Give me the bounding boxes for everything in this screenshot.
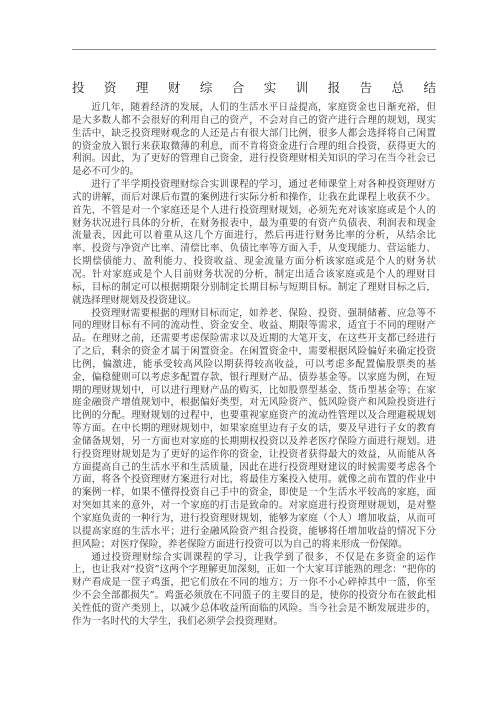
title-char: 综 (199, 80, 213, 95)
document-body (72, 102, 436, 629)
paragraph-intro: 近几年，随着经济的发展，人们的生活水平日益提高，家庭资金也日渐充裕，但是大多数人都不会很好的利用自己的资产，不会对自己的资产进行合理的规划，现实生活中，缺乏投资理财观念的人还是占有很大部门比例，很多人都会选择将自己闲置的资金放入银行来获取微薄的利息，而不肯将资金进行合理的组合投资，获得更大的利润。因此，为了更好的管理自己资金，进行投资理财相关知识的学习在当今社会已是必不可少的。 (72, 102, 436, 178)
title-char: 报 (327, 80, 341, 95)
title-char: 理 (135, 80, 149, 95)
title-char: 投 (72, 80, 85, 95)
paragraph-course-analysis: 进行了半学期投资理财综合实训课程的学习，通过老师课堂上对各种投资理财方式的讲解，而后对课后布置的案例进行实际分析和操作，让我在此课程上收获不少。首先，不管是对一个家庭还是个人进行投资理财规划，必须先充对该家庭或是个人的财务状况进行具体的分析，在财务报表中，最为重要的有资产负债表、利润表和现金流量表，因此可以着重从这几个方面进行，然后再进行财务比率的分析，从结余比率、投资与净资产比率、清偿比率、负债比率等方面入手，从变现能力、营运能力、长期偿债能力、盈利能力、投资收益、现金流量方面分析该家庭或是个人的财务状况。针对家庭或是个人目前财务状况的分析，制定出适合该家庭或是个人的理财目标，目标的制定可以根据期限分别制定长期目标与短期目标。制定了理财目标之后，就选择理财规划及投资建议。 (72, 179, 436, 306)
header-rule (72, 49, 436, 50)
paragraph-conclusion: 通过投资理财综合实训课程的学习，让我学到了很多，不仅是在多资金的运作上，也让我对“投资”这两个字理解更加深刻，正如一个大家耳详能熟的理念：“把你的财产看成是一筐子鸡蛋，把它们放在不同的地方；万一你不小心碎掉其中一篮，你至少不会全部都损失”。鸡蛋必须放在不同篮子的主要目的是，使你的投资分布在彼此相关性低的资产类别上，以减少总体收益所面临的风险。当今社会是不断发展进步的，作为一名时代的大学生，我们必须学会投资理财。 (72, 551, 436, 627)
title-char: 合 (231, 80, 245, 95)
title-char: 训 (295, 80, 309, 95)
title-char: 告 (359, 80, 373, 95)
title-char: 总 (391, 80, 405, 95)
paragraph-investment-planning: 投资理财需要根据的理财目标而定，如养老、保险、投资、强制储蓄、应急等不同的理财目标有不同的流动性、资金安全、收益、期限等需求，适宜于不同的理财产品。在理财之前，还需要考虑保险需求以及近期的大笔开支，在这些开支都已经进行了之后，剩余的资金才属于闲置资金。在闲置资金中，需要根据风险偏好来确定投资比例，偏激进，能承受较高风险以期获得较高收益，可以考虑多配置偏股票类的基金，偏稳健则可以考虑多配置存款，银行理财产品、债券基金等。以家庭为例，在短期的理财规划中，可以进行理财产品的购买，比如股票型基金、货币型基金等；在家庭金融资产增值规划中，根据偏好类型，对无风险资产、低风险资产和风险投资进行比例的分配。理财规划的过程中，也要重视家庭资产的流动性管理以及合理避税规划等方面。在中长期的理财规划中，如果家庭里边有子女的话，要及早进行子女的教育金储备规划，另一方面也对家庭的长期期权投资以及养老医疗保险方面进行规划。进行投资理财规划是为了更好的运作你的资金，让投资者获得最大的效益，从而能从各方面提高自己的生活水平和生活质量，因此在进行投资理财建议的时候需要考虑各个方面，将各个投资理财方案进行对比，将最佳方案投入使用。就像之前布置的作业中的案例一样，如果不懂得投资自己手中的资金，即使是一个生活水平较高的家庭，面对突如其来的意外，对一个家庭的打击是致命的。对家庭进行投资理财规划，是对整个家庭负责的一种行为，进行投资理财规划，能够为家庭（个人）增加收益，从而可以提高家庭的生活水平；进行金融风险资产组合投资，能够将任增加收益的情况下分担风险；对医疗保险，养老保险方面进行投资可以为自己的将来形成一份保障。 (72, 307, 436, 550)
title-char: 实 (263, 80, 277, 95)
title-char: 结 (423, 80, 436, 95)
document-title (72, 78, 436, 96)
title-char: 财 (167, 80, 181, 95)
title-char: 资 (103, 80, 117, 95)
